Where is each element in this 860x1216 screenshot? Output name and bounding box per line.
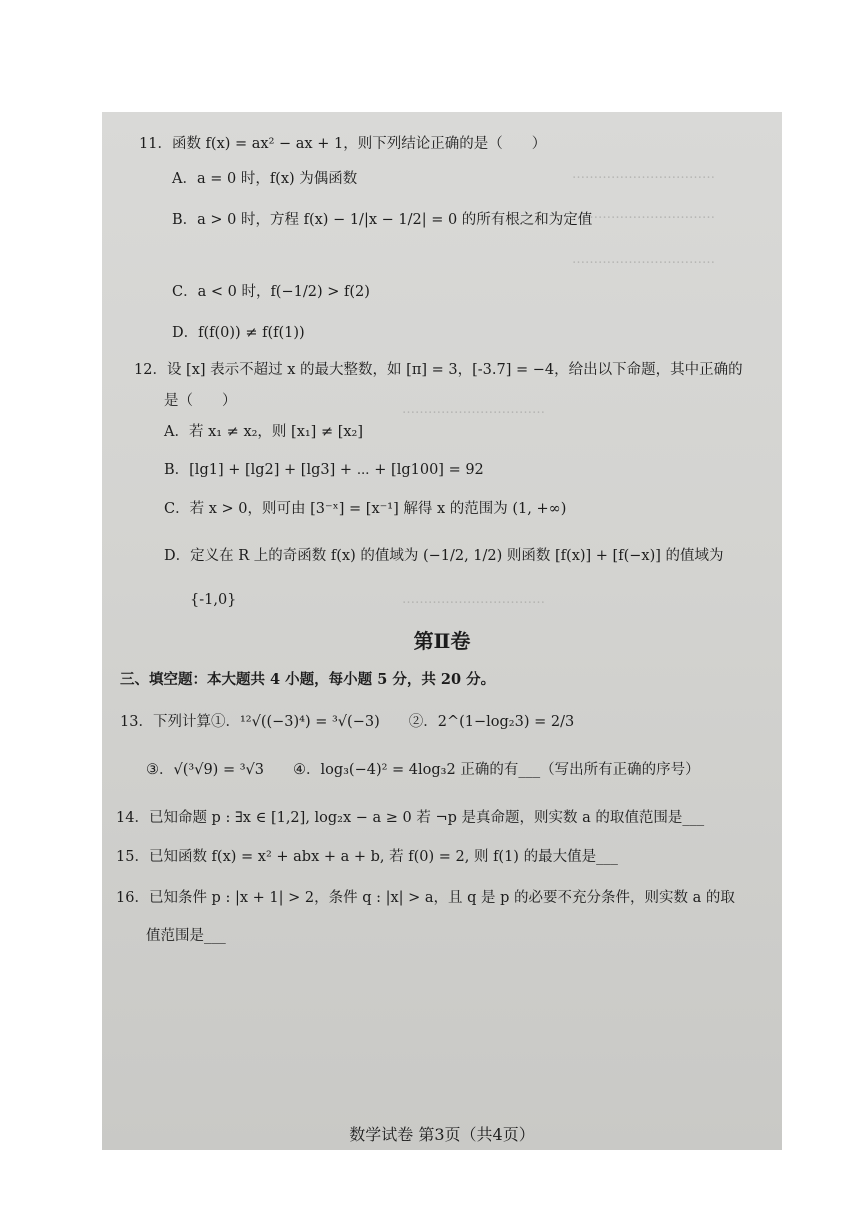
volume-title: 第Ⅱ卷 [413,629,471,653]
question-14: 14．已知命题 p : ∃x ∈ [1,2], log₂x − a ≥ 0 若 ¬p 是真命题，则实数 a 的取值范围是___ [116,810,705,826]
question-13-line-1: 13．下列计算①．¹²√((−3)⁴) = ³√(−3) ②．2^(1−log₂3) = 2/3 [120,714,575,730]
question-12-stem: 12．设 [x] 表示不超过 x 的最大整数，如 [π] = 3，[-3.7] = −4，给出以下命题，其中正确的 [134,362,743,378]
question-13-line-2: ③．√(³√9) = ³√3 ④．log₃(−4)² = 4log₃2 正确的有___（写出所有正确的序号） [146,762,700,778]
exam-paper [102,112,782,1150]
bleed-through-text: …………………………… [572,252,715,267]
page-footer: 数学试卷 第3页（共4页） [349,1125,535,1144]
question-12-option-d: D．定义在 R 上的奇函数 f(x) 的值域为 (−1/2, 1/2) 则函数 [f(x)] + [f(−x)] 的值域为 [164,548,724,564]
question-12-stem-cont: 是（ ） [164,393,237,409]
question-12-option-d-cont: {-1,0} [190,592,237,608]
question-11-option-c: C．a < 0 时，f(−1/2) > f(2) [172,284,370,300]
question-11-stem: 11．函数 f(x) = ax² − ax + 1，则下列结论正确的是（ ） [139,136,547,152]
question-11-option-b: B．a > 0 时，方程 f(x) − 1/|x − 1/2| = 0 的所有根之和为定值 [172,212,593,228]
bleed-through-text: …………………………… [572,207,715,222]
bleed-through-text: …………………………… [402,402,545,417]
question-15: 15．已知函数 f(x) = x² + abx + a + b, 若 f(0) = 2, 则 f(1) 的最大值是___ [116,849,618,865]
question-12-option-c: C．若 x > 0，则可由 [3⁻ˣ] = [x⁻¹] 解得 x 的范围为 (1, +∞) [164,501,567,517]
section-3-heading: 三、填空题：本大题共 4 小题，每小题 5 分，共 20 分。 [120,671,496,688]
question-16-line-1: 16．已知条件 p : |x + 1| > 2，条件 q : |x| > a，且 q 是 p 的必要不充分条件，则实数 a 的取 [116,890,735,906]
bleed-through-text: …………………………… [572,167,715,182]
question-12-option-b: B．[lg1] + [lg2] + [lg3] + ⋯ + [lg100] = 92 [164,462,484,478]
bleed-through-text: …………………………… [402,592,545,607]
question-12-option-a: A．若 x₁ ≠ x₂，则 [x₁] ≠ [x₂] [164,424,364,440]
question-11-option-d: D．f(f(0)) ≠ f(f(1)) [172,325,305,341]
question-16-line-2: 值范围是___ [146,928,226,944]
question-11-option-a: A．a = 0 时，f(x) 为偶函数 [172,171,358,187]
